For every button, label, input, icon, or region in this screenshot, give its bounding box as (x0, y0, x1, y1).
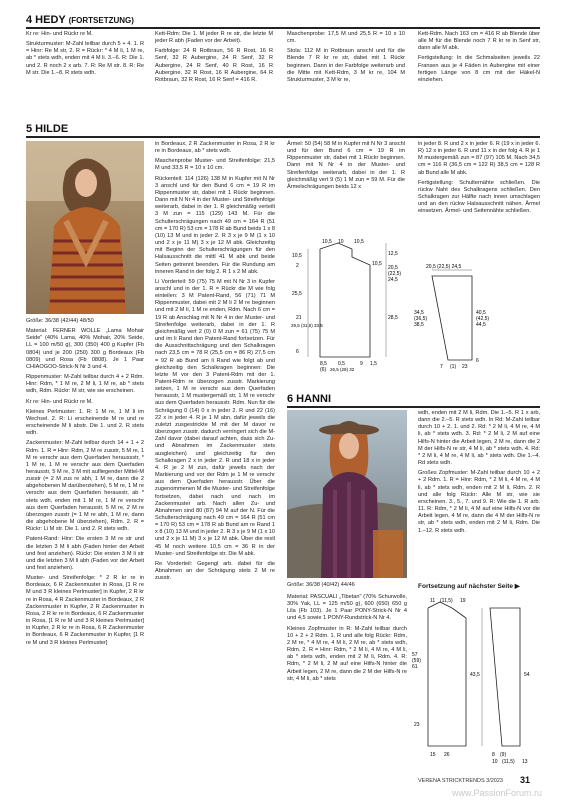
hanni-right-column (418, 410, 540, 538)
hanni-kleines-zopfmuster: Kleines Zopfmuster in R: M-Zahl teilbar durch 10 + 2 + 2 Rdm. 1. R und alle folg Rückr: Rdm, 2 M re, * 4 M re, 4 M li, 2 M re, ab * stets wdh, Rdm. 2. R = Hinr: Rdm, * 2 M li, 4 M re, 4 M li, ab * stets wdh, enden mit 2 M li, Rdm. 4. R: Rdm, * 2 M li, 2 M auf eine Hilfs-N hinter die Arbeit legen, 2 M re, dann die 2 M der Hilfs-N re str, 4 M li, ab * stets (287, 625, 407, 682)
hilde-photo (26, 141, 144, 314)
hilde-sleeve-bottom-4: 6 (476, 358, 479, 364)
hanni-schema-top-2: (11,5) (440, 598, 453, 604)
hedy-column-4 (418, 31, 540, 87)
hanni-grosses-zopfmuster: Großes Zopfmuster: M-Zahl teilbar durch 10 + 2 + 2 Rdm. 1. R = Hinr: Rdm, * 2 M li, 4 M re, 4 M li, ab * stets wdh, enden mit 2 M li, Rdm. 2. R und alle folg Rückr: Alle M str, wie sie erscheinen. 3., 5., 7. und 9. R: Wie die 1. R arb. 11. R: Rdm, * 2 M li, 4 M auf eine Hilfs-N vor die Arbeit legen, 4 M re, dann die 4 M der Hilfs-N re str, ab * stets wdh, enden mit 2 M li, Rdm. Die 1.–12. R stets wdh. (418, 470, 540, 534)
hilde-body-bottom-3: 0,5 (338, 361, 345, 367)
hilde-body-bottom-2: (6) (320, 367, 327, 373)
hedy-col1-p2: Strukturmuster: M-Zahl teilbar durch 5 + 4. 1. R = Hinr: Re M str, 2. R = Rückr: * 4 M li, 1 M re, ab * stets wdh, enden mit 4 M li. 3.–6. R: Die 1. und 2. R noch 2 x arb. 7. R: Re M str. 8. R: Re M str. Die 1.–8. R stets wdh. (26, 41, 144, 76)
hilde-re-vorderteil: Re Vorderteil: Gegengl arb. dabei für die Abnahmen an der Schrägung stets 2 M re zusstr. (155, 560, 275, 582)
hilde-body-mid-1: 20,5 (388, 265, 398, 271)
hilde-material: Material: FERNER WOLLE „Lama Mohair Seide" (40% Lama, 40% Mohair, 20% Seide, LL = 100 m/50 g), 300 (350) 400 g Kupfer (Fb 0804) und je 200 (250) 300 g Bordeaux (Fb 0809) und Rosa (Fb 0808). Je 1 Paar CHIAOGOO-Strick-N Nr 3 und 4. (26, 328, 144, 370)
hedy-col2-p2: Farbfolge: 24 R Rotbraun, 56 R Rost, 16 R Senf, 32 R Aubergine, 24 R Senf, 32 R Aubergine, 24 R Senf, 40 R Rost, 16 R Aubergine, 32 R Rost, 16 R Aubergine, 64 R Rotbraun, 32 R Rost, 16 R Senf = 416 R. (155, 48, 273, 83)
hilde-body-bottom-6: 1,5 (370, 361, 377, 367)
hanni-continue-note (418, 582, 540, 590)
hilde-body-left-2: 2 (296, 263, 299, 269)
hedy-col2-p1: Kett-Rdm: Die 1. M jeder R re str, die letzte M jeder R abh (Faden vor der Arbeit). (155, 31, 273, 45)
hanni-size-label: Größe: 36/38 (40/42) 44/46 (287, 582, 355, 588)
section-4-name: 4 HEDY (26, 14, 66, 26)
hilde-schematic-sleeve (412, 262, 542, 374)
hilde-streifenfolge: Muster- und Streifenfolge: * 2 R kr re in Bordeaux, 6 R Zackenmuster in Rosa, [1 R re M und 3 R kleines Perlmuster] in Kupfer, 2 R kr re in Rosa, 4 R Zackenmuster in Bordeaux, 2 R Zackenmuster in Kupfer, 2 R Zackenmuster in Rosa, 2 R kr re in Bordeaux, 6 R Zackenmuster in Rosa, [1 R re M und 3 R kleines Perlmuster] in Kupfer, 2 R kr re in Rosa, 6 R Zackenmuster in Bordeaux, 6 R Zackenmuster in Kupfer, [1 R re M und 3 R kleines Perlmuster] (26, 575, 144, 646)
hilde-body-bottom-4: 26,5 (29) 32 (330, 367, 355, 372)
hedy-column-2 (155, 31, 273, 87)
hilde-patent-rand: Patent-Rand: Hinr: Die ersten 3 M re str und die letzten 3 M li abh (Faden hinter der Arbeit und fest anziehen). Rückr: Die ersten 3 M li str und die letzten 3 M li abh (Faden vor der Arbeit und fest anziehen). (26, 536, 144, 571)
section-4-title (26, 14, 134, 26)
hanni-schema-left-1: 57 (412, 652, 418, 658)
hilde-right-column-1 (287, 141, 405, 194)
hilde-body-mid-5: 28,5 (388, 315, 398, 321)
hanni-schematic (410, 596, 544, 776)
hanni-schema-top-1: 11 (430, 598, 436, 604)
hilde-middle-column (155, 141, 275, 585)
hilde-body-top-3: 10,5 (354, 239, 364, 245)
hilde-rippenmuster: Rippenmuster: M-Zahl teilbar durch 4 + 2 Rdm. Hinr: Rdm, * 1 M re, 2 M li, 1 M re, ab * stets wdh, Rdm. Rückr: M str, wie sie erscheinen. (26, 374, 144, 395)
hilde-zackenmuster: Zackenmuster: M-Zahl teilbar durch 14 + 1 + 2 Rdm. 1. R = Hinr: Rdm, 2 M re zusstr, 5 M re, 1 M re verschr aus dem Querfaden heraussstr, * 1 M re, 1 M re verschr aus dem Querfaden herausstr, 5 M re, 3 M mit aufliegender Mittel-M zusstr (= 2 M zus re abh, 1 M re, dann die 2 abgehobenen M darüberziehen), 5 M re, 1 M re verschr aus dem Querfaden herausstr, ab * stets wdh, enden mit 1 M re, 1 M re verschr aus dem Querfaden herausstr, 5 M re, 2 M re überzogen zusstr (= 1 M re abh, 1 M re, dann die abgehobene M überziehen), Rdm. 2. R = Rückr: Li M str. Die 1. und 2. R stets wdh. (26, 440, 144, 533)
watermark: www.PassionForum.ru (452, 788, 543, 798)
hilde-size: Größe: 36/38 (42/44) 48/50 (26, 318, 94, 324)
hilde-sleeve-right-1: 40,5 (476, 310, 486, 316)
hanni-schema-left-2: (59) (412, 658, 421, 664)
hilde-sleeve-right-2: (42,5) (476, 316, 490, 322)
hanni-schema-left-3: 61 (412, 664, 418, 670)
hilde-sleeve-top: 20,5 (22,5) 24,5 (426, 264, 462, 270)
hilde-body-left-cm: 29,5 (31,5) 33,5 (291, 323, 323, 328)
hilde-rueckenteil: Rückenteil: 114 (126) 138 M in Kupfer mit N Nr 3 anschl und für den Bund 6 cm = 19 R im Rippenmuster str, dabei mit 1 Rückr beginnen. Dann mit N Nr 4 in der Muster- und Streifenfolge weiterarb, dabei in der 1. R gleichmäßig verteilt 3 M zun = 115 (129) 143 M. Für die Schulterschrägungen nach 49 cm = 164 R (51 cm = 170 R) 53 cm = 178 R ab Bund beids 1 x 8 (10) 13 M und in jeder 2. R 3 x je 9 M (1 x 10 und 2 x je 11 M) 3 x je 12 M abk. Gleichzeitig mit Beginn der Schulterschrägungen für den Halsausschnitt die mittl 41 M abk und beide Seiten getrennt beenden. Für die Rundung am inneren Rand in der folg 2. R 1 x 2 M abk. (155, 175, 276, 275)
hanni-size (287, 582, 407, 588)
hilde-kr-re: Kr re: Hin- und Rückr re M. (26, 398, 93, 405)
hilde-body-left-3: 25,5 (292, 291, 302, 297)
hilde-body-bottom-5: 9 (360, 361, 363, 367)
hilde-body-mid-2: (22,5) (388, 271, 402, 277)
hanni-schema-bottom-5: 10 (492, 759, 498, 765)
hilde-sleeve-right-3: 44,5 (476, 322, 486, 328)
section-5-title: 5 HILDE (26, 123, 69, 135)
hanni-schema-right: 54 (524, 672, 530, 678)
hilde-aermel: Ärmel: 50 (54) 58 M in Kupfer mit N Nr 3 anschl und für den Bund 6 cm = 19 R im Rippenmuster str, dabei mit 1 Rückr beginnen. Dann mit N Nr 4 in der Muster- und Streifenfolge weiterarb, dabei in der 1. R gleichmäßig vert 9 (5) 1 M zun = 59 M. Für die Ärmelschrägungen beids 12 x (287, 141, 405, 190)
hilde-sleeve-bottom-1: 7 (440, 364, 443, 370)
hanni-photo (287, 410, 407, 578)
hedy-col3-p2: Stola: 112 M in Rotbraun anschl und für die Blende 7 R kr re str, dabei mit 1 Rückr beginnen. Dann in der Farbfolge weiterarb und die Mitte mit Kett-Rdm, 3 M kr re, 104 M Strukturmuster, 3 M kr re, (287, 48, 405, 83)
hilde-fertigstellung: Fertigstellung: Schulternähte schließen. Die rückw Naht des Schalkragens schließen. Den Schalkragen zur Hälfte nach innen umschlagen und an den rückw Halsausschnitt nähen. Ärmel einsetzen. Ärmel- und Seitennähte schließen. (418, 179, 540, 215)
hilde-body-left-4: 21 (296, 315, 302, 321)
hedy-column-3 (287, 31, 405, 87)
hilde-perlmuster: Kleines Perlmuster: 1. R: 1 M re, 1 M li im Wechsel. 2. R: Li erscheinende M re und re erscheinende M li abstr. Die 1. und 2. R stets wdh. (26, 408, 144, 437)
hilde-sleeve-bottom-3: 23 (462, 364, 468, 370)
hilde-body-bottom-1: 8,5 (320, 361, 327, 367)
hanni-material: Material: PASCUALI „Tibetan" (70% Schurwolle, 30% Yak, LL = 125 m/50 g), 600 (650) 650 g Lila (Fb 103). Je 1 Paar PONY-Strick-N Nr 4 und 4,5 sowie 1 PONY-Rundstrick-N Nr 4. (287, 594, 407, 622)
hilde-sleeve-side-2: (36,5) (414, 316, 428, 322)
hilde-mid-p1: in Bordeaux, 2 R Zackenmuster in Rosa, 2 R kr re in Bordeaux, ab * stets wdh. (155, 141, 275, 155)
hanni-schema-bottom-7: 13 (522, 759, 528, 765)
hedy-col1-p1: Kr re: Hin- und Rückr re M. (26, 31, 93, 37)
page-number: 31 (520, 775, 531, 785)
hedy-col4-p1: Kett-Rdm. Nach 163 cm = 416 R ab Blende über alle M für die Blende noch 7 R kr re in Senf str, dann alle M abk. (418, 31, 540, 52)
hilde-left-column (26, 318, 144, 650)
section-6-title: 6 HANNI (287, 393, 332, 405)
hilde-body-top-2: 10 (338, 239, 344, 245)
hilde-sleeve-side-3: 38,5 (414, 322, 424, 328)
hanni-schema-bottom-3: 8 (492, 752, 495, 758)
hanni-continue-text: Fortsetzung auf nächster Seite ▶ (418, 583, 520, 590)
hanni-right-p1: wdh, enden mit 2 M li, Rdm. Die 1.–5. R 1 x arb, dann die 2.–5. R stets wdh. In Rd: M-Zahl teilbar durch 10 + 2. 1. und 2. Rd: * 2 M li, 4 M re, 4 M li, ab * stets wdh. 3. Rd: * 2 M li, 2 M auf eine Hilfs-N hinter die Arbeit legen, 2 M re, dann die 2 M der Hilfs-N re str, 4 M li, ab * stets wdh. 4. Rd: * 2 M li, 4 M re, 4 M li, ab * stets wdh. Die 1.–4. Rd stets wdh. (418, 410, 540, 467)
hilde-body-left-5: 6 (296, 349, 299, 355)
hilde-schematic-body (290, 235, 410, 375)
hilde-body-top-4: 12,5 (388, 251, 398, 257)
hanni-left-column (287, 594, 407, 686)
hedy-col3-p1: Maschenprobe: 17,5 M und 25,5 R = 10 x 10 cm. (287, 31, 405, 45)
hedy-col4-p2: Fertigstellung: In die Schmalseiten jeweils 22 Fransen aus je 4 Fäden in Aubergine mit einer fertigen Länge von 8 cm mit der Häkel-N einziehen. (418, 55, 540, 83)
hanni-schema-bottom-4: (9) (500, 752, 507, 758)
hanni-schema-mid: 43,5 (470, 672, 480, 678)
hilde-li-vorderteil: Li Vorderteil: 59 (75) 75 M mit N Nr 3 in Kupfer anschl und in der 1. R = Rückr die M wie folg einteilen: 3 M Patent-Rand, 56 (71) 71 M Rippenmuster, dabei mit 2 M li 2 M re beginnen und mit 2 M li, 1 M re enden, Rdm. Nach 6 cm = 19 R ab Anschlag mit N Nr 4 in der Muster- und Streifenfolge weiterarb, dabei in der 1. R gleichmäßig vert 2 (0) 0 M zun = 61 (75) 75 M und im li Rand den Patent-Rand fortsetzen. Für die Ausschnittschrägung und den Schalkragen nach 23,5 cm = 78 R (25,5 cm = 86 R) 27,5 cm = 92 R ab Bund am li Rand wie folgt ab und gleichzeitig den Schalkragen beginnen: Die letzte M vor den 3 Patent-Rdm mit der 1. Patent-Rdm re überzogen zusstr. Markierung setzen, 1 M re verschr aus dem Querfaden herausstr, 1 M mustergemäß str, 1 M re verschr aus dem Querfaden herausstr. Rdm. Nun für die Schrägung 0 (14) 0 x in jeder 2. R und 22 (16) 22 x in jeder 4. R je 1 M abn, dafür jeweils die zuletzt zusgestrickte M mit der M davor re überzogen zusstr. dadurch verringert sich die M-Zahl davor (dabei darauf achten, dass sich Zu- und Abnahmen im Zackenmuster stets ausgleichen) und gleichzeitig für den Schalkragen 2 x in jeder 2. R und 18 x in jeder 4. R je 2 M zun, dafür jeweils nach der Markierung und vor der Rdm je 1 M re verschr aus dem Querfaden herausstr. Über die zugenommenen M die Muster- und Streifenfolge fortsetzen, dabei nach und nach im Zackenmuster arb. Nach allen Zu- und Abnahmen sind 80 (87) 94 M auf der N. Für die Schulterschrägung nach 49 cm = 164 R (51 cm = 170 R) 53 cm = 178 R ab Bund am re Rand 1 x 8 (10) 13 M und in jeder 2. R 3 x je 9 M (1 x 10 und 2 x je 11 M) 3 x je 12 M abk. Über die restl 45 M noch weitere 10,5 cm = 36 R in der Muster- und Streifenfolge str. Die M abk. (155, 278, 276, 557)
hilde-right-column-2 (418, 141, 540, 219)
section-6-rule (287, 406, 540, 408)
hanni-schema-top-3: 19 (460, 598, 466, 604)
hilde-body-mid-4: 10,5 (372, 261, 382, 267)
footer-brand: VERENA STRICKTRENDS 3/2023 (418, 778, 503, 784)
section-5-rule (26, 136, 540, 138)
hanni-schema-left-4: 23 (414, 722, 420, 728)
section-4-subtitle: (FORTSETZUNG) (68, 16, 134, 25)
hilde-body-top-1: 10,5 (322, 239, 332, 245)
section-4-rule (26, 27, 540, 29)
hanni-schema-bottom-1: 15 (430, 752, 436, 758)
hilde-r2-p1: in jeder 8. R und 2 x in jeder 6. R (19 x in jeder 6. R) 12 x in jeder 6. R und 11 x in der folg 4. R je 1 M mustergemäß zun = 87 (97) 105 M. Nach 34,5 cm = 116 R (36,5 cm = 122 R) 38,5 cm = 128 R ab Bund alle M abk. (418, 141, 540, 176)
hilde-sleeve-side-1: 34,5 (414, 310, 424, 316)
hilde-body-mid-3: 24,5 (388, 277, 398, 283)
hanni-schema-bottom-6: (11,5) (502, 759, 515, 765)
hilde-body-left-1: 10,5 (292, 253, 302, 259)
hanni-schema-bottom-2: 26 (444, 752, 450, 758)
hilde-sleeve-bottom-2: (1) (450, 364, 457, 370)
hilde-maschenprobe: Maschenprobe Muster- und Streifenfolge: 21,5 M und 33,5 R = 10 x 10 cm. (155, 158, 275, 172)
hedy-column-1 (26, 31, 144, 80)
